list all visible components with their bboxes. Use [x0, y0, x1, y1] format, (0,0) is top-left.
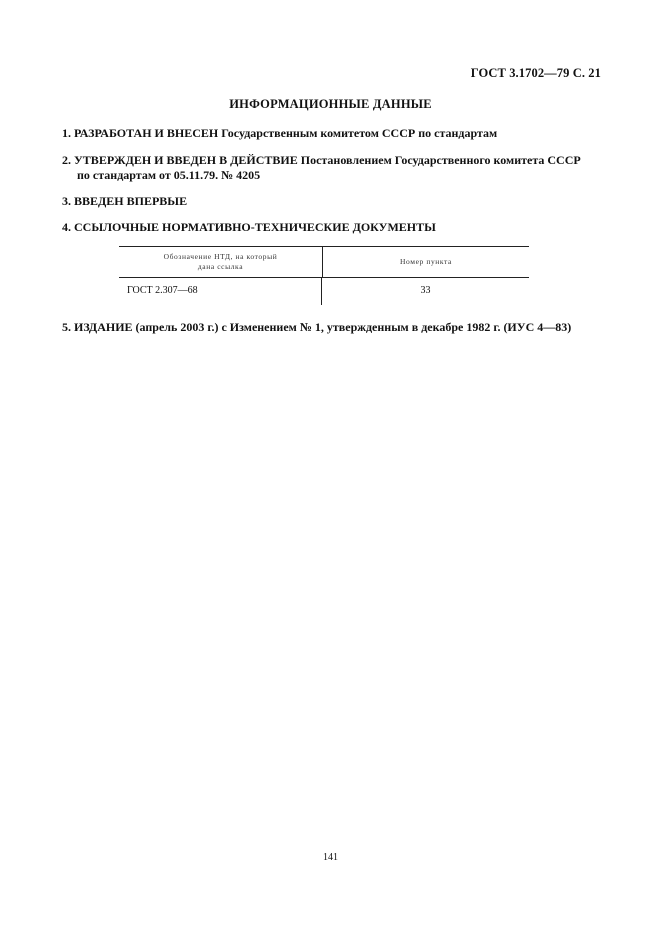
reference-docs-table [119, 246, 529, 305]
item-text: 2. УТВЕРЖДЕН И ВВЕДЕН В ДЕЙСТВИЕ Постановлением Государственного комитета СССР [62, 153, 581, 167]
info-item-first-introduced [62, 194, 607, 209]
info-item-edition [62, 320, 607, 335]
cell-ntd: ГОСТ 2.307—68 [119, 278, 322, 305]
item-text: 4. ССЫЛОЧНЫЕ НОРМАТИВНО-ТЕХНИЧЕСКИЕ ДОКУМЕНТЫ [62, 220, 436, 234]
item-text: 5. ИЗДАНИЕ (апрель 2003 г.) с Изменением № 1, утвержденным в декабре 1982 г. (ИУС 4—83) [62, 320, 572, 334]
info-item-developed [62, 126, 607, 141]
table-row [119, 278, 529, 305]
running-header: ГОСТ 3.1702—79 С. 21 [470, 66, 601, 80]
item-text: 1. РАЗРАБОТАН И ВНЕСЕН Государственным комитетом СССР по стандартам [62, 126, 498, 140]
table-header-row [119, 247, 529, 278]
item-text: 3. ВВЕДЕН ВПЕРВЫЕ [62, 194, 188, 208]
page-number: 141 [323, 852, 338, 863]
page-title: ИНФОРМАЦИОННЫЕ ДАННЫЕ [229, 97, 432, 111]
info-item-approved [62, 153, 607, 182]
column-header-ntd: Обозначение НТД, на который дана ссылка [119, 247, 323, 277]
cell-clause: 33 [420, 285, 431, 296]
item-text-continuation: по стандартам от 05.11.79. № 4205 [77, 167, 261, 182]
info-item-reference-docs [62, 220, 607, 235]
column-header-clause: Номер пункта [400, 257, 452, 266]
